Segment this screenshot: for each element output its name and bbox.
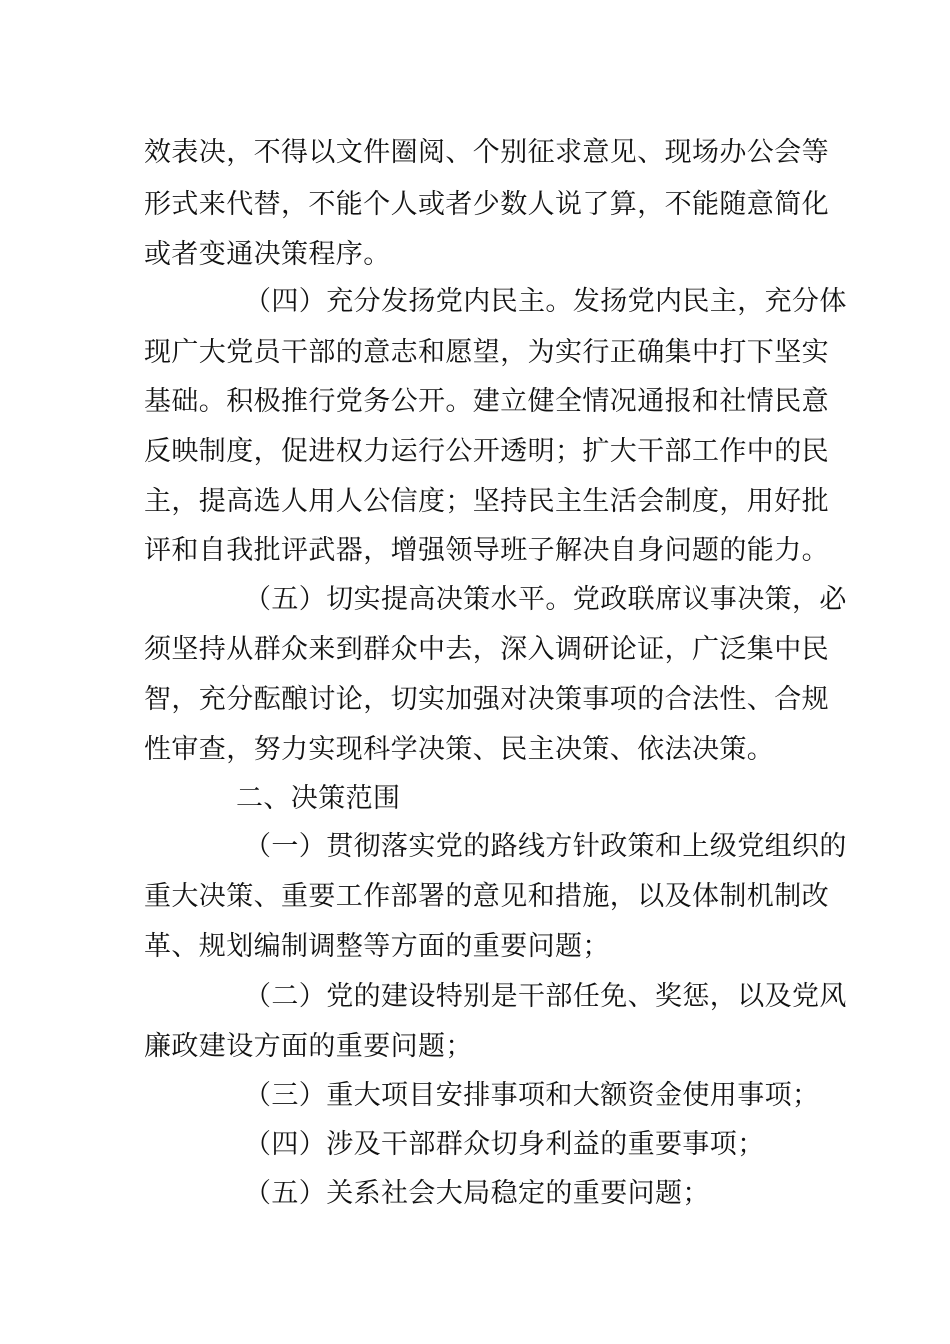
- list-item-san: （三）重大项目安排事项和大额资金使用事项；: [244, 1080, 820, 1111]
- text-line: 性审查，努力实现科学决策、民主决策、依法决策。: [144, 734, 775, 765]
- list-item-yi: （一）贯彻落实党的路线方针政策和上级党组织的: [244, 831, 847, 862]
- text-line: 反映制度，促进权力运行公开透明；扩大干部工作中的民: [144, 436, 829, 467]
- text-line: 主，提高选人用人公信度；坚持民主生活会制度，用好批: [144, 486, 829, 517]
- text-line: 基础。积极推行党务公开。建立健全情况通报和社情民意: [144, 386, 829, 417]
- text-line: 效表决，不得以文件圈阅、个别征求意见、现场办公会等: [144, 137, 829, 168]
- text-line: 评和自我批评武器，增强领导班子解决自身问题的能力。: [144, 535, 829, 566]
- section-heading-si: （四）充分发扬党内民主。发扬党内民主，充分体: [244, 286, 847, 317]
- text-line: 须坚持从群众来到群众中去，深入调研论证，广泛集中民: [144, 634, 829, 665]
- chapter-heading: 二、决策范围: [236, 783, 401, 814]
- list-item-si: （四）涉及干部群众切身利益的重要事项；: [244, 1129, 765, 1160]
- text-line: 形式来代替，不能个人或者少数人说了算，不能随意简化: [144, 189, 829, 220]
- list-item-er: （二）党的建设特别是干部任免、奖惩，以及党风: [244, 981, 847, 1012]
- list-item-wu: （五）关系社会大局稳定的重要问题；: [244, 1178, 710, 1209]
- text-line: 现广大党员干部的意志和愿望，为实行正确集中打下坚实: [144, 337, 829, 368]
- text-line: 或者变通决策程序。: [144, 239, 391, 270]
- section-heading-wu: （五）切实提高决策水平。党政联席议事决策，必: [244, 584, 847, 615]
- text-line: 重大决策、重要工作部署的意见和措施，以及体制机制改: [144, 881, 829, 912]
- text-line: 智，充分酝酿讨论，切实加强对决策事项的合法性、合规: [144, 684, 829, 715]
- text-line: 革、规划编制调整等方面的重要问题；: [144, 931, 610, 962]
- text-line: 廉政建设方面的重要问题；: [144, 1031, 473, 1062]
